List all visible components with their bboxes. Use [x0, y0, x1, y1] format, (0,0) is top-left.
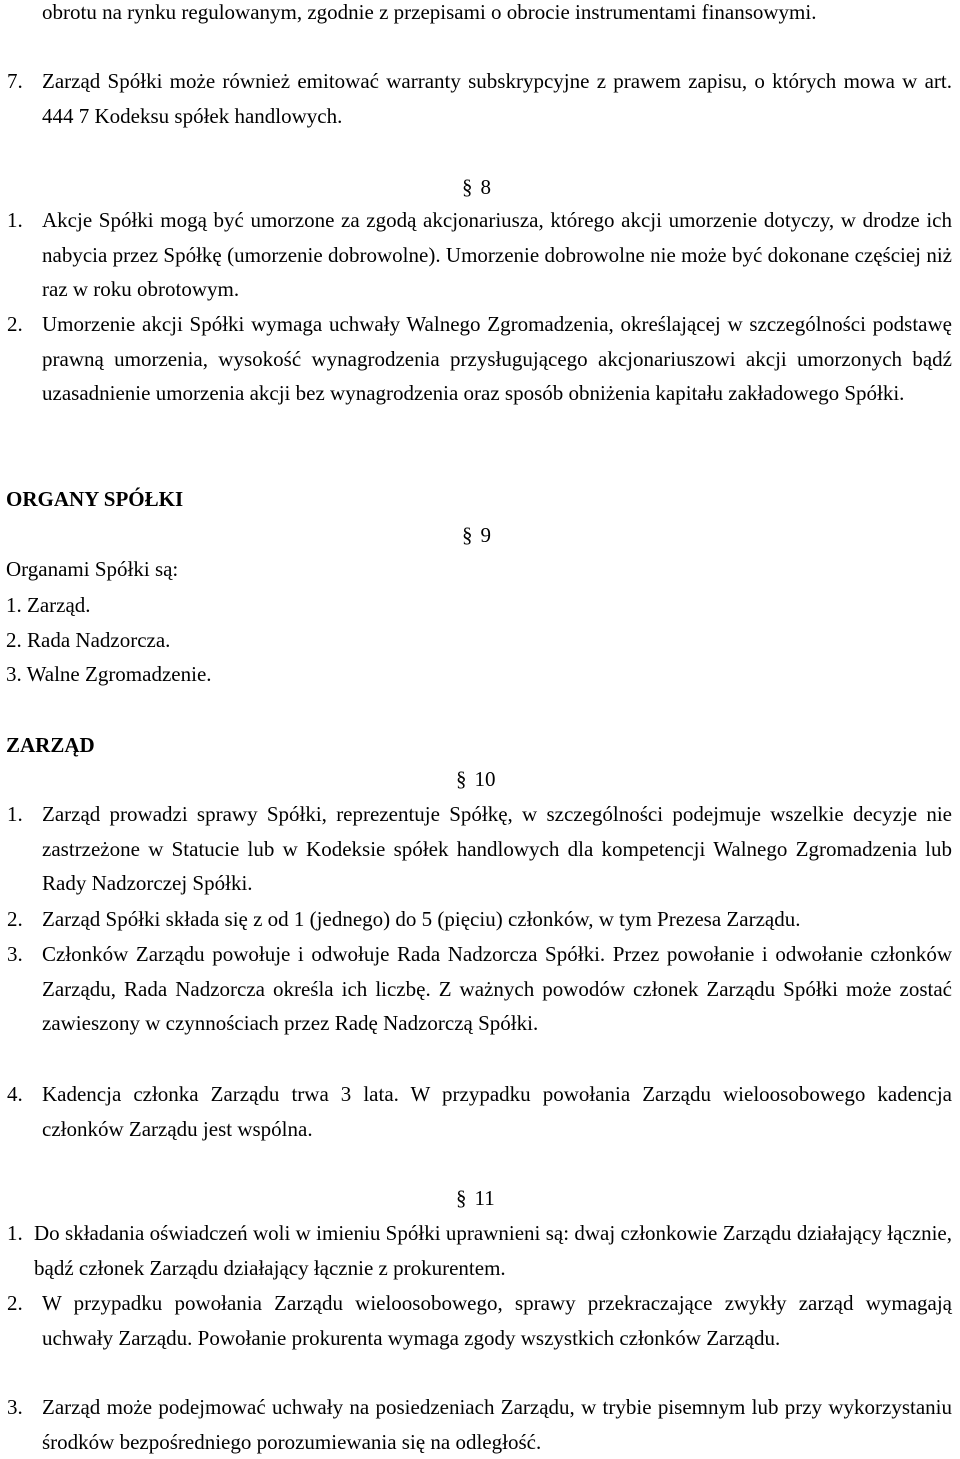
organy-list-item: 3. Walne Zgromadzenie. — [6, 662, 212, 686]
section-11-item-1 — [7, 1216, 952, 1285]
section-number: 11 — [474, 1186, 495, 1210]
item-text: Do składania oświadczeń woli w imieniu Spółki uprawnieni są: dwaj członkowie Zarządu działający łącznie, bądź członek Zarządu działający łącznie z prokurentem. — [34, 1221, 952, 1280]
section-8-item-1 — [7, 203, 952, 307]
item-text: Członków Zarządu powołuje i odwołuje Rada Nadzorcza Spółki. Przez powołanie i odwołanie członków Zarządu, Rada Nadzorcza określa ich liczbę. Z ważnych powodów członek Zarządu Spółki może zostać zawieszony w czynnościach przez Radę Nadzorczą Spółki. — [42, 942, 952, 1035]
section-symbol: § — [456, 1186, 467, 1210]
section-11-heading — [456, 1185, 495, 1211]
organy-intro: Organami Spółki są: — [6, 557, 179, 581]
section-11-item-3 — [7, 1390, 952, 1459]
section-9-heading — [462, 522, 491, 548]
organy-list-item: 1. Zarząd. — [6, 593, 91, 617]
section-symbol: § — [462, 523, 473, 547]
item-text: Umorzenie akcji Spółki wymaga uchwały Walnego Zgromadzenia, określającej w szczególności podstawę prawną umorzenia, wysokość wynagrodzenia przysługującego akcjonariuszowi akcji umorzonych bądź uzasadnienie umorzenia akcji bez wynagrodzenia oraz sposób obniżenia kapitału zakładowego Spółki. — [42, 312, 952, 405]
section-10-item-2 — [7, 902, 952, 937]
intro-line: obrotu na rynku regulowanym, zgodnie z przepisami o obrocie instrumentami finansowymi. — [42, 0, 817, 24]
organy-list-item: 2. Rada Nadzorcza. — [6, 628, 171, 652]
item-number: 1. — [7, 802, 23, 826]
section-8-heading — [462, 174, 491, 200]
item-text: Zarząd prowadzi sprawy Spółki, reprezentuje Spółkę, w szczególności podejmuje wszelkie decyzje nie zastrzeżone w Statucie lub w Kodeksie spółek handlowych dla kompetencji Walnego Zgromadzenia lub Rady Nadzorczej Spółki. — [42, 802, 952, 895]
section-number: 8 — [480, 175, 491, 199]
item-number: 3. — [7, 1395, 23, 1419]
item-number: 4. — [7, 1082, 23, 1106]
organy-heading: ORGANY SPÓŁKI — [6, 487, 184, 511]
item-number: 1. — [7, 208, 23, 232]
item-number: 3. — [7, 942, 23, 966]
section-number: 10 — [474, 767, 496, 791]
section-symbol: § — [456, 767, 467, 791]
item-number: 2. — [7, 907, 23, 931]
item-number: 7. — [7, 69, 23, 93]
item-text: Zarząd Spółki składa się z od 1 (jednego) do 5 (pięciu) członków, w tym Prezesa Zarządu. — [42, 907, 801, 931]
item-text: Zarząd może podejmować uchwały na posiedzeniach Zarządu, w trybie pisemnym lub przy wykorzystaniu środków bezpośredniego porozumiewania się na odległość. — [42, 1395, 952, 1454]
item-number: 1. — [7, 1221, 23, 1245]
item-number: 2. — [7, 312, 23, 336]
intro-item-7 — [7, 64, 952, 133]
section-10-item-4 — [7, 1077, 952, 1146]
section-10-heading — [456, 766, 496, 792]
item-text: Akcje Spółki mogą być umorzone za zgodą akcjonariusza, którego akcji umorzenie dotyczy, w drodze ich nabycia przez Spółkę (umorzenie dobrowolne). Umorzenie dobrowolne nie może być dokonane częściej niż raz w roku obrotowym. — [42, 208, 952, 301]
item-number: 2. — [7, 1291, 23, 1315]
section-10-item-1 — [7, 797, 952, 901]
item-text: Zarząd Spółki może również emitować warranty subskrypcyjne z prawem zapisu, o których mowa w art. 444 7 Kodeksu spółek handlowych. — [42, 69, 952, 128]
section-11-item-2 — [7, 1286, 952, 1355]
section-symbol: § — [462, 175, 473, 199]
intro-continuation — [42, 0, 952, 30]
item-text: Kadencja członka Zarządu trwa 3 lata. W przypadku powołania Zarządu wieloosobowego kadencja członków Zarządu jest wspólna. — [42, 1082, 952, 1141]
section-10-item-3 — [7, 937, 952, 1041]
section-8-item-2 — [7, 307, 952, 411]
zarzad-heading: ZARZĄD — [6, 733, 95, 757]
item-text: W przypadku powołania Zarządu wieloosobowego, sprawy przekraczające zwykły zarząd wymagają uchwały Zarządu. Powołanie prokurenta wymaga zgody wszystkich członków Zarządu. — [42, 1291, 952, 1350]
section-number: 9 — [480, 523, 491, 547]
